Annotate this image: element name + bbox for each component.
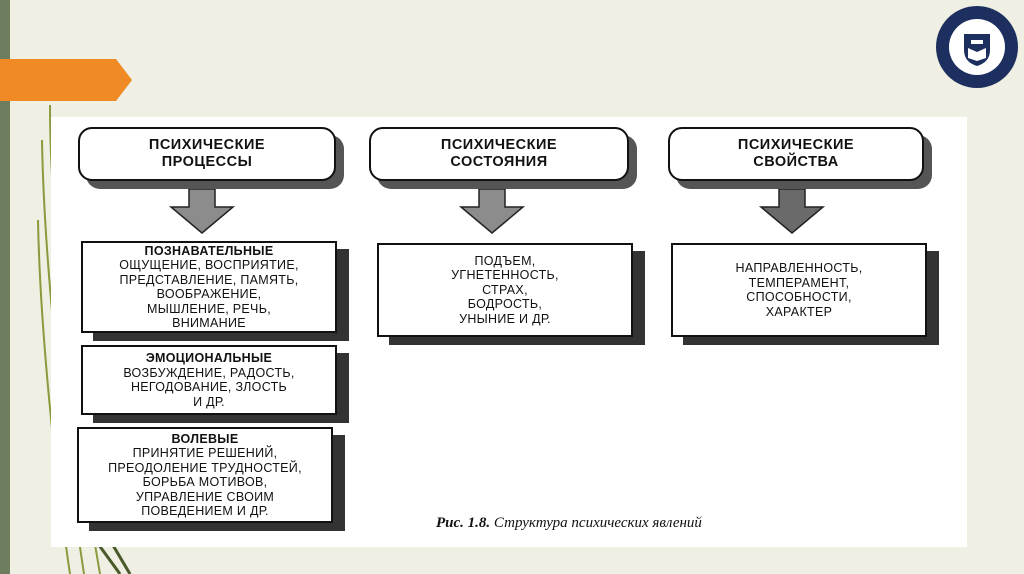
header-states-line2: СОСТОЯНИЯ — [450, 154, 548, 170]
emotional-title: ЭМОЦИОНАЛЬНЫЕ — [145, 351, 273, 365]
states-line: ПОДЪЕМ, — [474, 253, 536, 268]
header-properties-line1: ПСИХИЧЕСКИЕ — [737, 137, 855, 153]
header-processes-line1: ПСИХИЧЕСКИЕ — [148, 137, 266, 153]
emotional-line: И ДР. — [193, 394, 225, 409]
properties-line: ХАРАКТЕР — [765, 304, 833, 319]
cognitive-line: ОЩУЩЕНИЕ, ВОСПРИЯТИЕ, — [119, 258, 299, 272]
header-properties-line2: СВОЙСТВА — [753, 154, 839, 170]
down-arrow-properties — [757, 189, 827, 235]
volitional-line: БОРЬБА МОТИВОВ, — [142, 475, 268, 489]
volitional-line: УПРАВЛЕНИЕ СВОИМ — [135, 489, 275, 504]
down-arrow-states — [457, 189, 527, 235]
box-psychic-properties — [671, 243, 927, 337]
box-psychic-states — [377, 243, 633, 337]
states-line: БОДРОСТЬ, — [467, 297, 543, 312]
header-psychic-properties — [668, 127, 924, 181]
header-states-line1: ПСИХИЧЕСКИЕ — [440, 137, 558, 153]
emotional-line: НЕГОДОВАНИЕ, ЗЛОСТЬ — [130, 380, 288, 394]
volitional-title: ВОЛЕВЫЕ — [171, 431, 239, 446]
cognitive-line: ВООБРАЖЕНИЕ, — [156, 287, 262, 301]
cognitive-title: ПОЗНАВАТЕЛЬНЫЕ — [144, 243, 274, 258]
box-emotional-processes — [81, 345, 337, 415]
box-volitional-processes — [77, 427, 333, 523]
institute-logo — [934, 4, 1020, 90]
properties-line: ТЕМПЕРАМЕНТ, — [748, 275, 850, 290]
cognitive-line: МЫШЛЕНИЕ, РЕЧЬ, — [147, 301, 271, 316]
header-processes-line2: ПРОЦЕССЫ — [161, 154, 253, 170]
orange-title-tab — [0, 59, 132, 101]
volitional-line: ПОВЕДЕНИЕМ И ДР. — [141, 504, 269, 518]
states-line: УГНЕТЕННОСТЬ, — [451, 268, 559, 283]
header-psychic-processes — [78, 127, 336, 181]
states-line: СТРАХ, — [482, 282, 528, 297]
volitional-line: ПРИНЯТИЕ РЕШЕНИЙ, — [132, 446, 278, 460]
down-arrow-processes — [167, 189, 237, 235]
caption-text: Структура психических явлений — [493, 515, 702, 531]
states-line: УНЫНИЕ И ДР. — [459, 311, 551, 326]
caption-label: Рис. 1.8. — [436, 515, 491, 531]
diagram-figure — [51, 117, 967, 547]
cognitive-line: ВНИМАНИЕ — [172, 316, 246, 330]
cognitive-line: ПРЕДСТАВЛЕНИЕ, ПАМЯТЬ, — [119, 272, 299, 287]
header-psychic-states — [369, 127, 629, 181]
emotional-line: ВОЗБУЖДЕНИЕ, РАДОСТЬ, — [123, 365, 295, 380]
box-cognitive-processes — [81, 241, 337, 333]
properties-line: СПОСОБНОСТИ, — [746, 290, 852, 304]
properties-line: НАПРАВЛЕННОСТЬ, — [735, 261, 863, 275]
volitional-line: ПРЕОДОЛЕНИЕ ТРУДНОСТЕЙ, — [108, 460, 302, 475]
figure-caption — [436, 515, 702, 532]
